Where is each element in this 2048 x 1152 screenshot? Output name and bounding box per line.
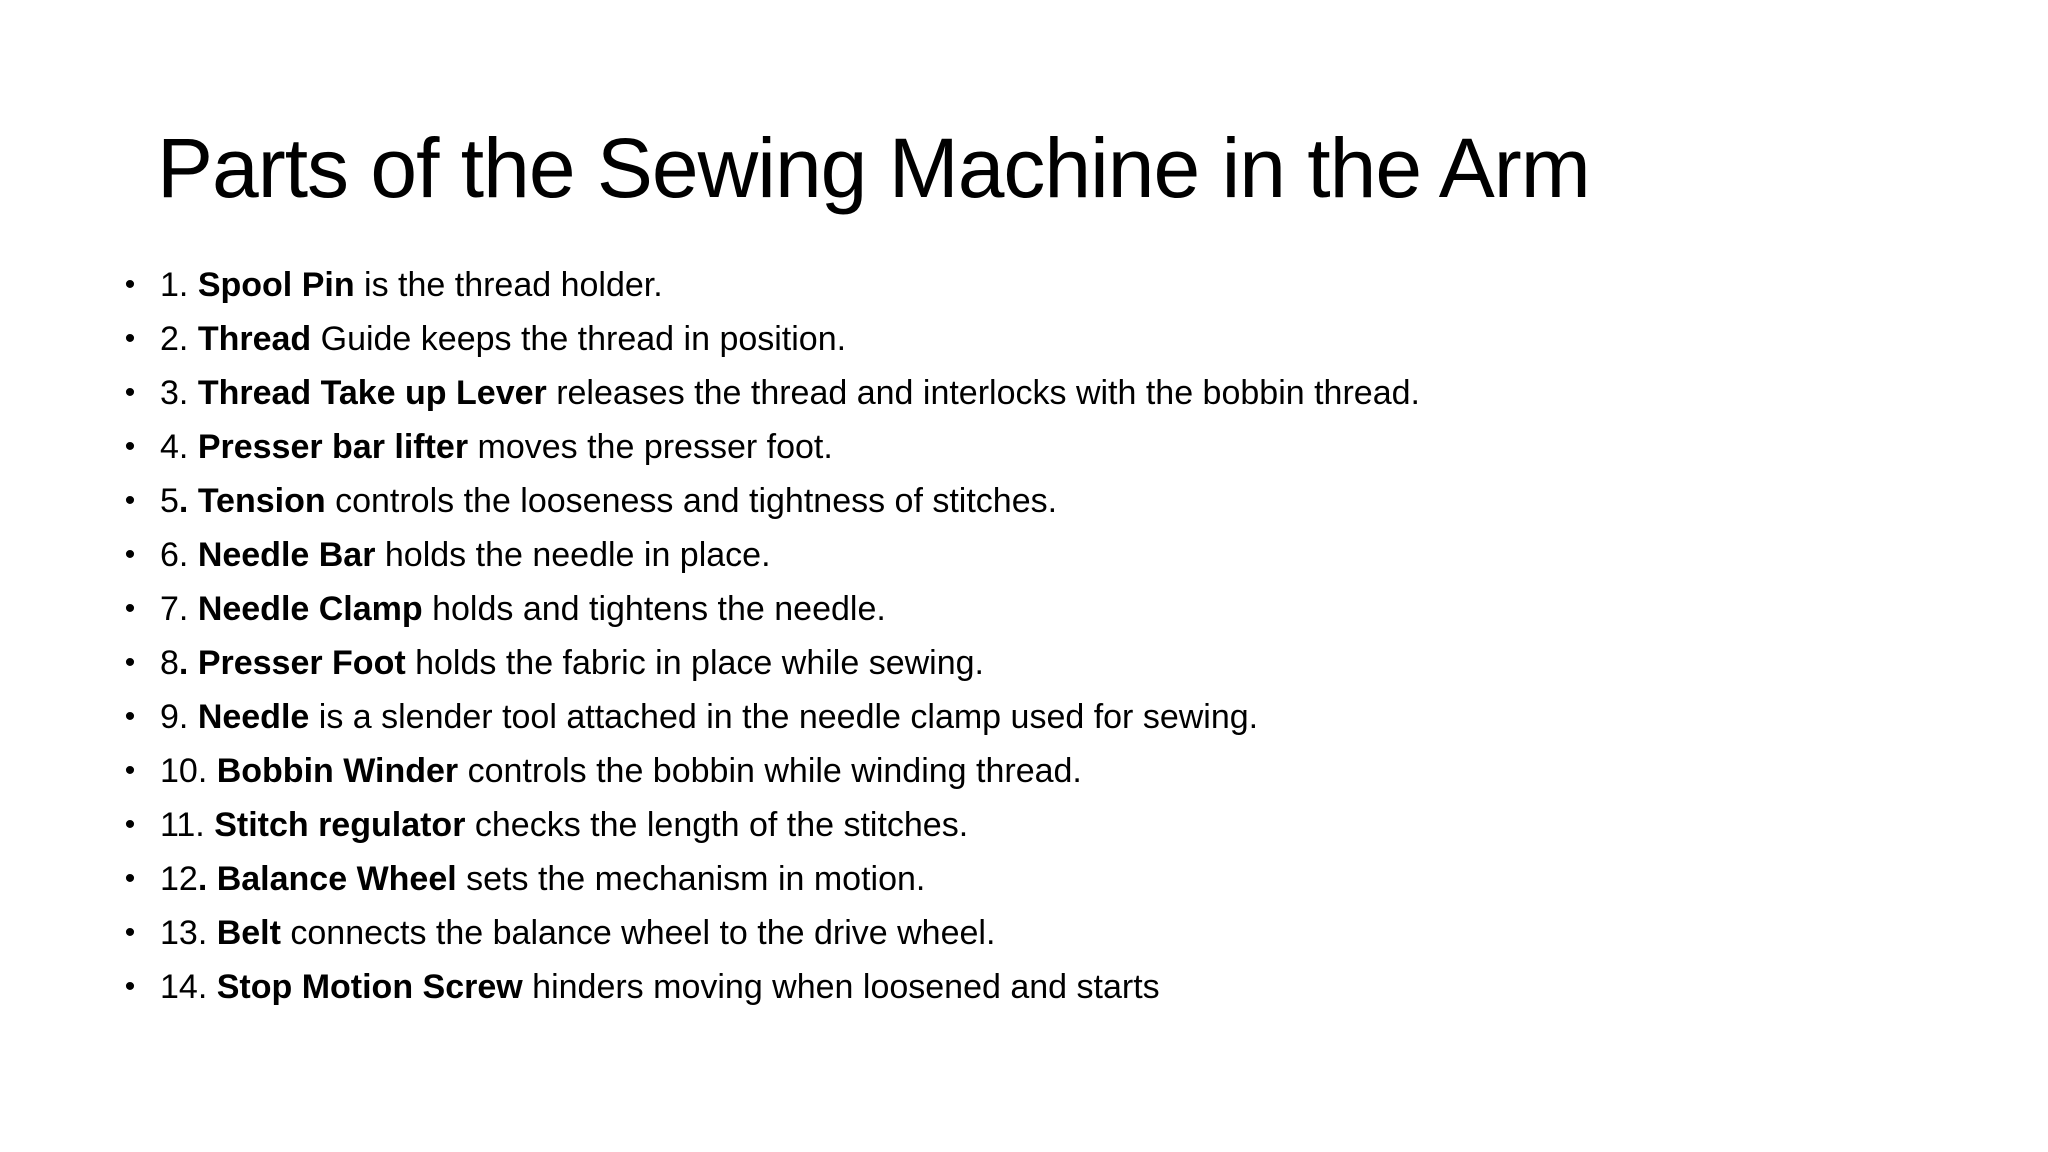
- list-item: [120, 474, 1420, 528]
- part-description: sets the mechanism in motion.: [456, 860, 926, 898]
- part-name: Bobbin Winder: [216, 752, 459, 790]
- item-number: 3.: [160, 374, 198, 412]
- part-name: . Tension: [178, 482, 326, 520]
- list-item: [120, 960, 1420, 1014]
- part-description: is the thread holder.: [354, 266, 663, 304]
- list-item: [120, 312, 1420, 366]
- part-description: Guide keeps the thread in position.: [311, 320, 847, 358]
- part-name: Stitch regulator: [214, 806, 466, 844]
- part-description: moves the presser foot.: [468, 428, 833, 466]
- item-number: 7.: [160, 590, 198, 628]
- bullet-icon: •: [124, 484, 136, 517]
- bullet-icon: •: [124, 808, 136, 841]
- bullet-icon: •: [124, 322, 136, 355]
- bullet-icon: •: [124, 916, 136, 949]
- bullet-icon: •: [124, 376, 136, 409]
- list-item: [120, 906, 1420, 960]
- slide-title: Parts of the Sewing Machine in the Arm: [157, 121, 1590, 215]
- part-description: hinders moving when loosened and starts: [522, 968, 1160, 1006]
- bullet-icon: •: [124, 430, 136, 463]
- list-item: [120, 366, 1420, 420]
- part-name: Presser bar lifter: [197, 428, 469, 466]
- part-name: Needle: [197, 698, 310, 736]
- item-number: 6.: [160, 536, 198, 574]
- part-name: Thread: [197, 320, 312, 358]
- list-item: [120, 744, 1420, 798]
- part-description: controls the bobbin while winding thread.: [458, 752, 1082, 790]
- parts-bullet-list: [120, 258, 1420, 1014]
- bullet-icon: •: [124, 700, 136, 733]
- list-item: [120, 690, 1420, 744]
- list-item: [120, 582, 1420, 636]
- item-number: 5: [160, 482, 179, 520]
- item-number: 8: [160, 644, 179, 682]
- list-item: [120, 528, 1420, 582]
- item-number: 12: [160, 860, 198, 898]
- bullet-icon: •: [124, 646, 136, 679]
- part-description: connects the balance wheel to the drive wheel.: [280, 914, 996, 952]
- item-number: 9.: [160, 698, 198, 736]
- part-name: . Presser Foot: [178, 644, 406, 682]
- list-item: [120, 420, 1420, 474]
- part-description: controls the looseness and tightness of stitches.: [325, 482, 1058, 520]
- list-item: [120, 852, 1420, 906]
- list-item: [120, 798, 1420, 852]
- item-number: 11.: [160, 806, 215, 844]
- list-item: [120, 258, 1420, 312]
- bullet-icon: •: [124, 538, 136, 571]
- part-description: holds the fabric in place while sewing.: [405, 644, 984, 682]
- item-number: 4.: [160, 428, 198, 466]
- list-item: [120, 636, 1420, 690]
- item-number: 13.: [160, 914, 217, 952]
- bullet-icon: •: [124, 754, 136, 787]
- item-number: 10.: [160, 752, 217, 790]
- part-name: Needle Clamp: [197, 590, 423, 628]
- part-name: . Balance Wheel: [197, 860, 457, 898]
- part-name: Needle Bar: [197, 536, 376, 574]
- part-name: Spool Pin: [197, 266, 355, 304]
- bullet-icon: •: [124, 592, 136, 625]
- part-description: releases the thread and interlocks with the bobbin thread.: [546, 374, 1420, 412]
- item-number: 14.: [160, 968, 217, 1006]
- item-number: 1.: [160, 266, 198, 304]
- bullet-icon: •: [124, 862, 136, 895]
- part-name: Stop Motion Screw: [216, 968, 523, 1006]
- part-name: Thread Take up Lever: [197, 374, 547, 412]
- part-description: holds the needle in place.: [375, 536, 771, 574]
- bullet-icon: •: [124, 268, 136, 301]
- bullet-icon: •: [124, 970, 136, 1003]
- part-name: Belt: [216, 914, 281, 952]
- part-description: is a slender tool attached in the needle clamp used for sewing.: [309, 698, 1259, 736]
- item-number: 2.: [160, 320, 198, 358]
- part-description: holds and tightens the needle.: [422, 590, 886, 628]
- part-description: checks the length of the stitches.: [465, 806, 969, 844]
